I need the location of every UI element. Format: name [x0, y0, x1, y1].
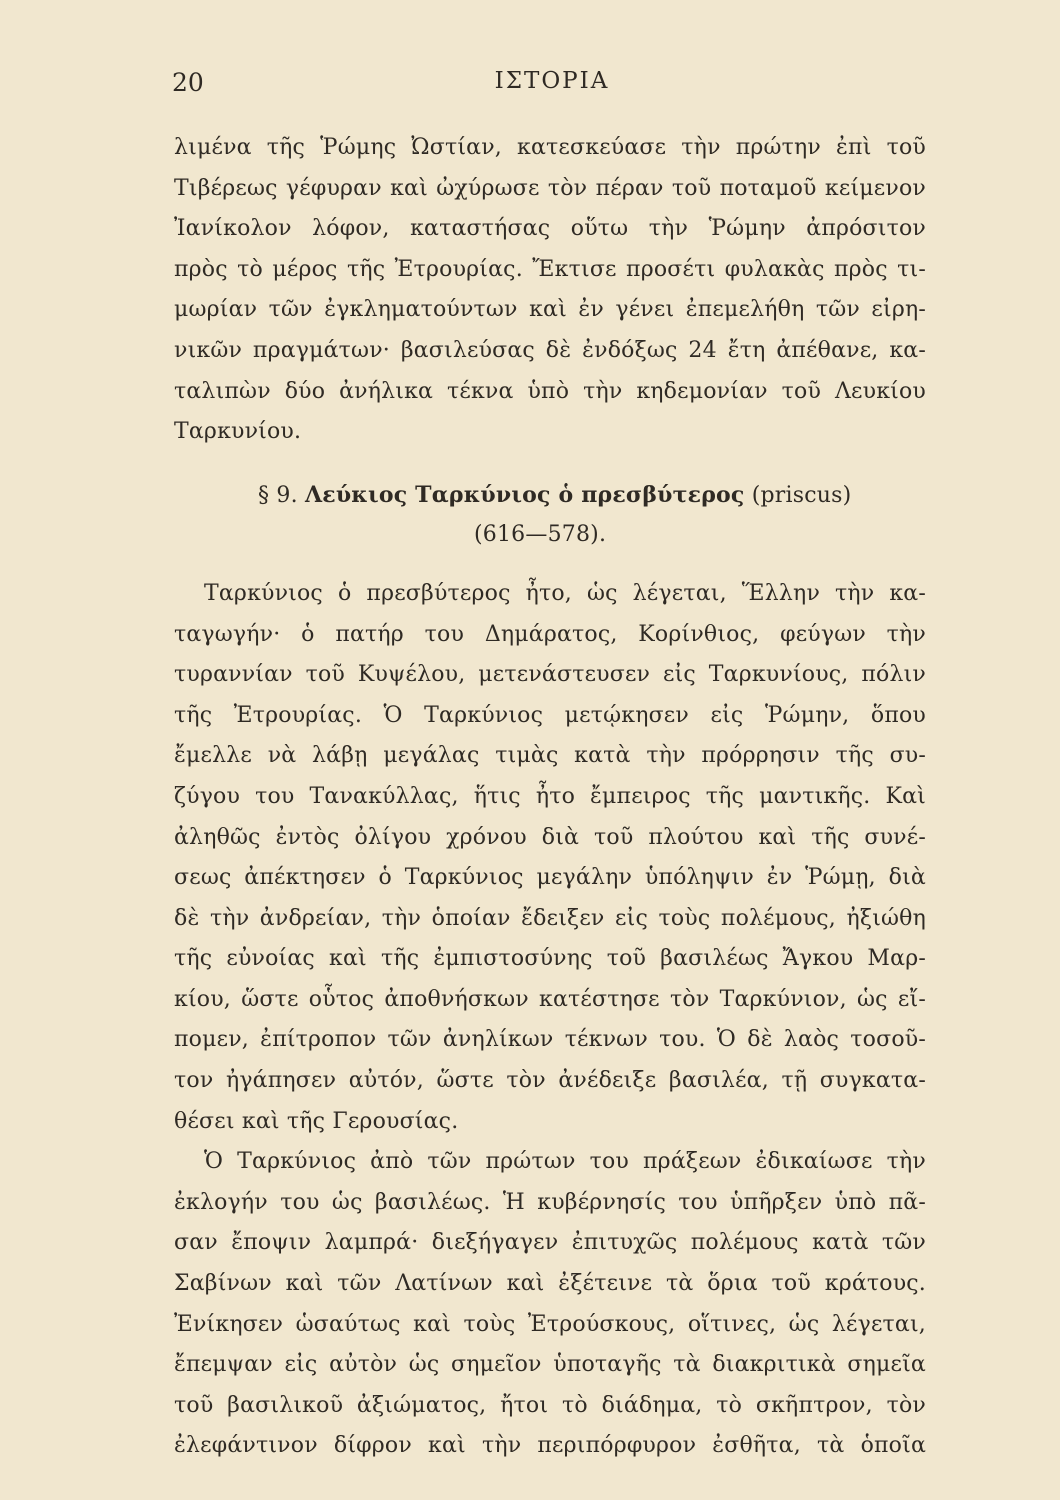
page-number: 20 [172, 68, 204, 97]
text-line: Ταρκυνίου. [174, 419, 302, 445]
text-line: πρὸς τὸ μέρος τῆς Ἐτρουρίας. Ἔκτισε προσέτι φυλακὰς πρὸς τι- [174, 256, 926, 282]
text-line: ἀληθῶς ἐντὸς ὀλίγου χρόνου διὰ τοῦ πλούτου καὶ τῆς συνέ- [174, 824, 926, 850]
text-line: Σαβίνων καὶ τῶν Λατίνων καὶ ἐξέτεινε τὰ ὅρια τοῦ κράτους. [174, 1271, 926, 1297]
text-line: θέσει καὶ τῆς Γερουσίας. [174, 1108, 459, 1134]
section-dates: (616—578). [474, 522, 607, 548]
section-latin-epithet: (priscus) [751, 482, 852, 508]
paragraph-1 [174, 128, 926, 453]
text-line: μωρίαν τῶν ἐγκληματούντων καὶ ἐν γένει ἐπεμελήθη τῶν εἰρη- [174, 297, 926, 323]
paragraph-2 [174, 574, 926, 1142]
text-line: λιμένα τῆς Ῥώμης Ὠστίαν, κατεσκεύασε τὴν πρώτην ἐπὶ τοῦ [174, 135, 926, 160]
text-line: ἐλεφάντινον δίφρον καὶ τὴν περιπόρφυρον ἐσθῆτα, τὰ ὁποῖα [174, 1433, 926, 1459]
text-line: σαν ἔποψιν λαμπρά· διεξήγαγεν ἐπιτυχῶς πολέμους κατὰ τῶν [174, 1230, 926, 1256]
text-line: ἔπεμψαν εἰς αὐτὸν ὡς σημεῖον ὑποταγῆς τὰ διακριτικὰ σημεῖα [174, 1352, 926, 1378]
text-line: τον ἠγάπησεν αὐτόν, ὥστε τὸν ἀνέδειξε βασιλέα, τῇ συγκατα- [174, 1068, 926, 1094]
section-number: § 9. [258, 482, 298, 508]
running-title: ΙΣΤΟΡΙΑ [494, 68, 610, 94]
text-line: κίου, ὥστε οὗτος ἀποθνήσκων κατέστησε τὸν Ταρκύνιον, ὡς εἴ- [174, 986, 926, 1012]
text-line: νικῶν πραγμάτων· βασιλεύσας δὲ ἐνδόξως 24 ἔτη ἀπέθανε, κα- [174, 337, 926, 363]
text-line: ζύγου του Τανακύλλας, ἥτις ἦτο ἔμπειρος τῆς μαντικῆς. Καὶ [174, 783, 926, 809]
paragraph-3 [174, 1142, 926, 1467]
text-line: τοῦ βασιλικοῦ ἀξιώματος, ἤτοι τὸ διάδημα, τὸ σκῆπτρον, τὸν [174, 1392, 926, 1418]
text-line: ταγωγήν· ὁ πατήρ του Δημάρατος, Κορίνθιος, φεύγων τὴν [174, 621, 926, 647]
text-line: ταλιπὼν δύο ἀνήλικα τέκνα ὑπὸ τὴν κηδεμονίαν τοῦ Λευκίου [174, 378, 926, 404]
text-line: πομεν, ἐπίτροπον τῶν ἀνηλίκων τέκνων του. Ὁ δὲ λαὸς τοσοῦ- [174, 1027, 926, 1053]
section-title: Λεύκιος Ταρκύνιος ὁ πρεσβύτερος [305, 481, 745, 508]
text-line: σεως ἀπέκτησεν ὁ Ταρκύνιος μεγάλην ὑπόληψιν ἐν Ῥώμῃ, διὰ [174, 865, 926, 891]
page-header [172, 68, 932, 108]
body-text [174, 128, 926, 1467]
text-line: Τιβέρεως γέφυραν καὶ ὠχύρωσε τὸν πέραν τοῦ ποταμοῦ κείμενον [174, 175, 926, 201]
text-line: τυραννίαν τοῦ Κυψέλου, μετενάστευσεν εἰς Ταρκυνίους, πόλιν [174, 662, 926, 688]
text-line: τῆς Ἐτρουρίας. Ὁ Ταρκύνιος μετῴκησεν εἰς Ῥώμην, ὅπου [174, 702, 926, 728]
section-heading [174, 475, 926, 516]
text-line: Ὁ Ταρκύνιος ἀπὸ τῶν πρώτων του πράξεων ἐδικαίωσε τὴν [204, 1149, 926, 1175]
text-line: τῆς εὐνοίας καὶ τῆς ἐμπιστοσύνης τοῦ βασιλέως Ἄγκου Μαρ- [174, 946, 926, 972]
text-line: ἔμελλε νὰ λάβῃ μεγάλας τιμὰς κατὰ τὴν πρόρρησιν τῆς συ- [174, 743, 926, 769]
text-line: δὲ τὴν ἀνδρείαν, τὴν ὁποίαν ἔδειξεν εἰς τοὺς πολέμους, ἠξιώθη [174, 905, 926, 931]
text-line: Ἰανίκολον λόφον, καταστήσας οὕτω τὴν Ῥώμην ἀπρόσιτον [174, 216, 926, 242]
text-line: Ἐνίκησεν ὡσαύτως καὶ τοὺς Ἐτρούσκους, οἵτινες, ὡς λέγεται, [174, 1311, 926, 1337]
text-line: ἐκλογήν του ὡς βασιλέως. Ἡ κυβέρνησίς του ὑπῆρξεν ὑπὸ πᾶ- [174, 1189, 926, 1215]
text-line: Ταρκύνιος ὁ πρεσβύτερος ἦτο, ὡς λέγεται, Ἕλλην τὴν κα- [204, 580, 926, 606]
